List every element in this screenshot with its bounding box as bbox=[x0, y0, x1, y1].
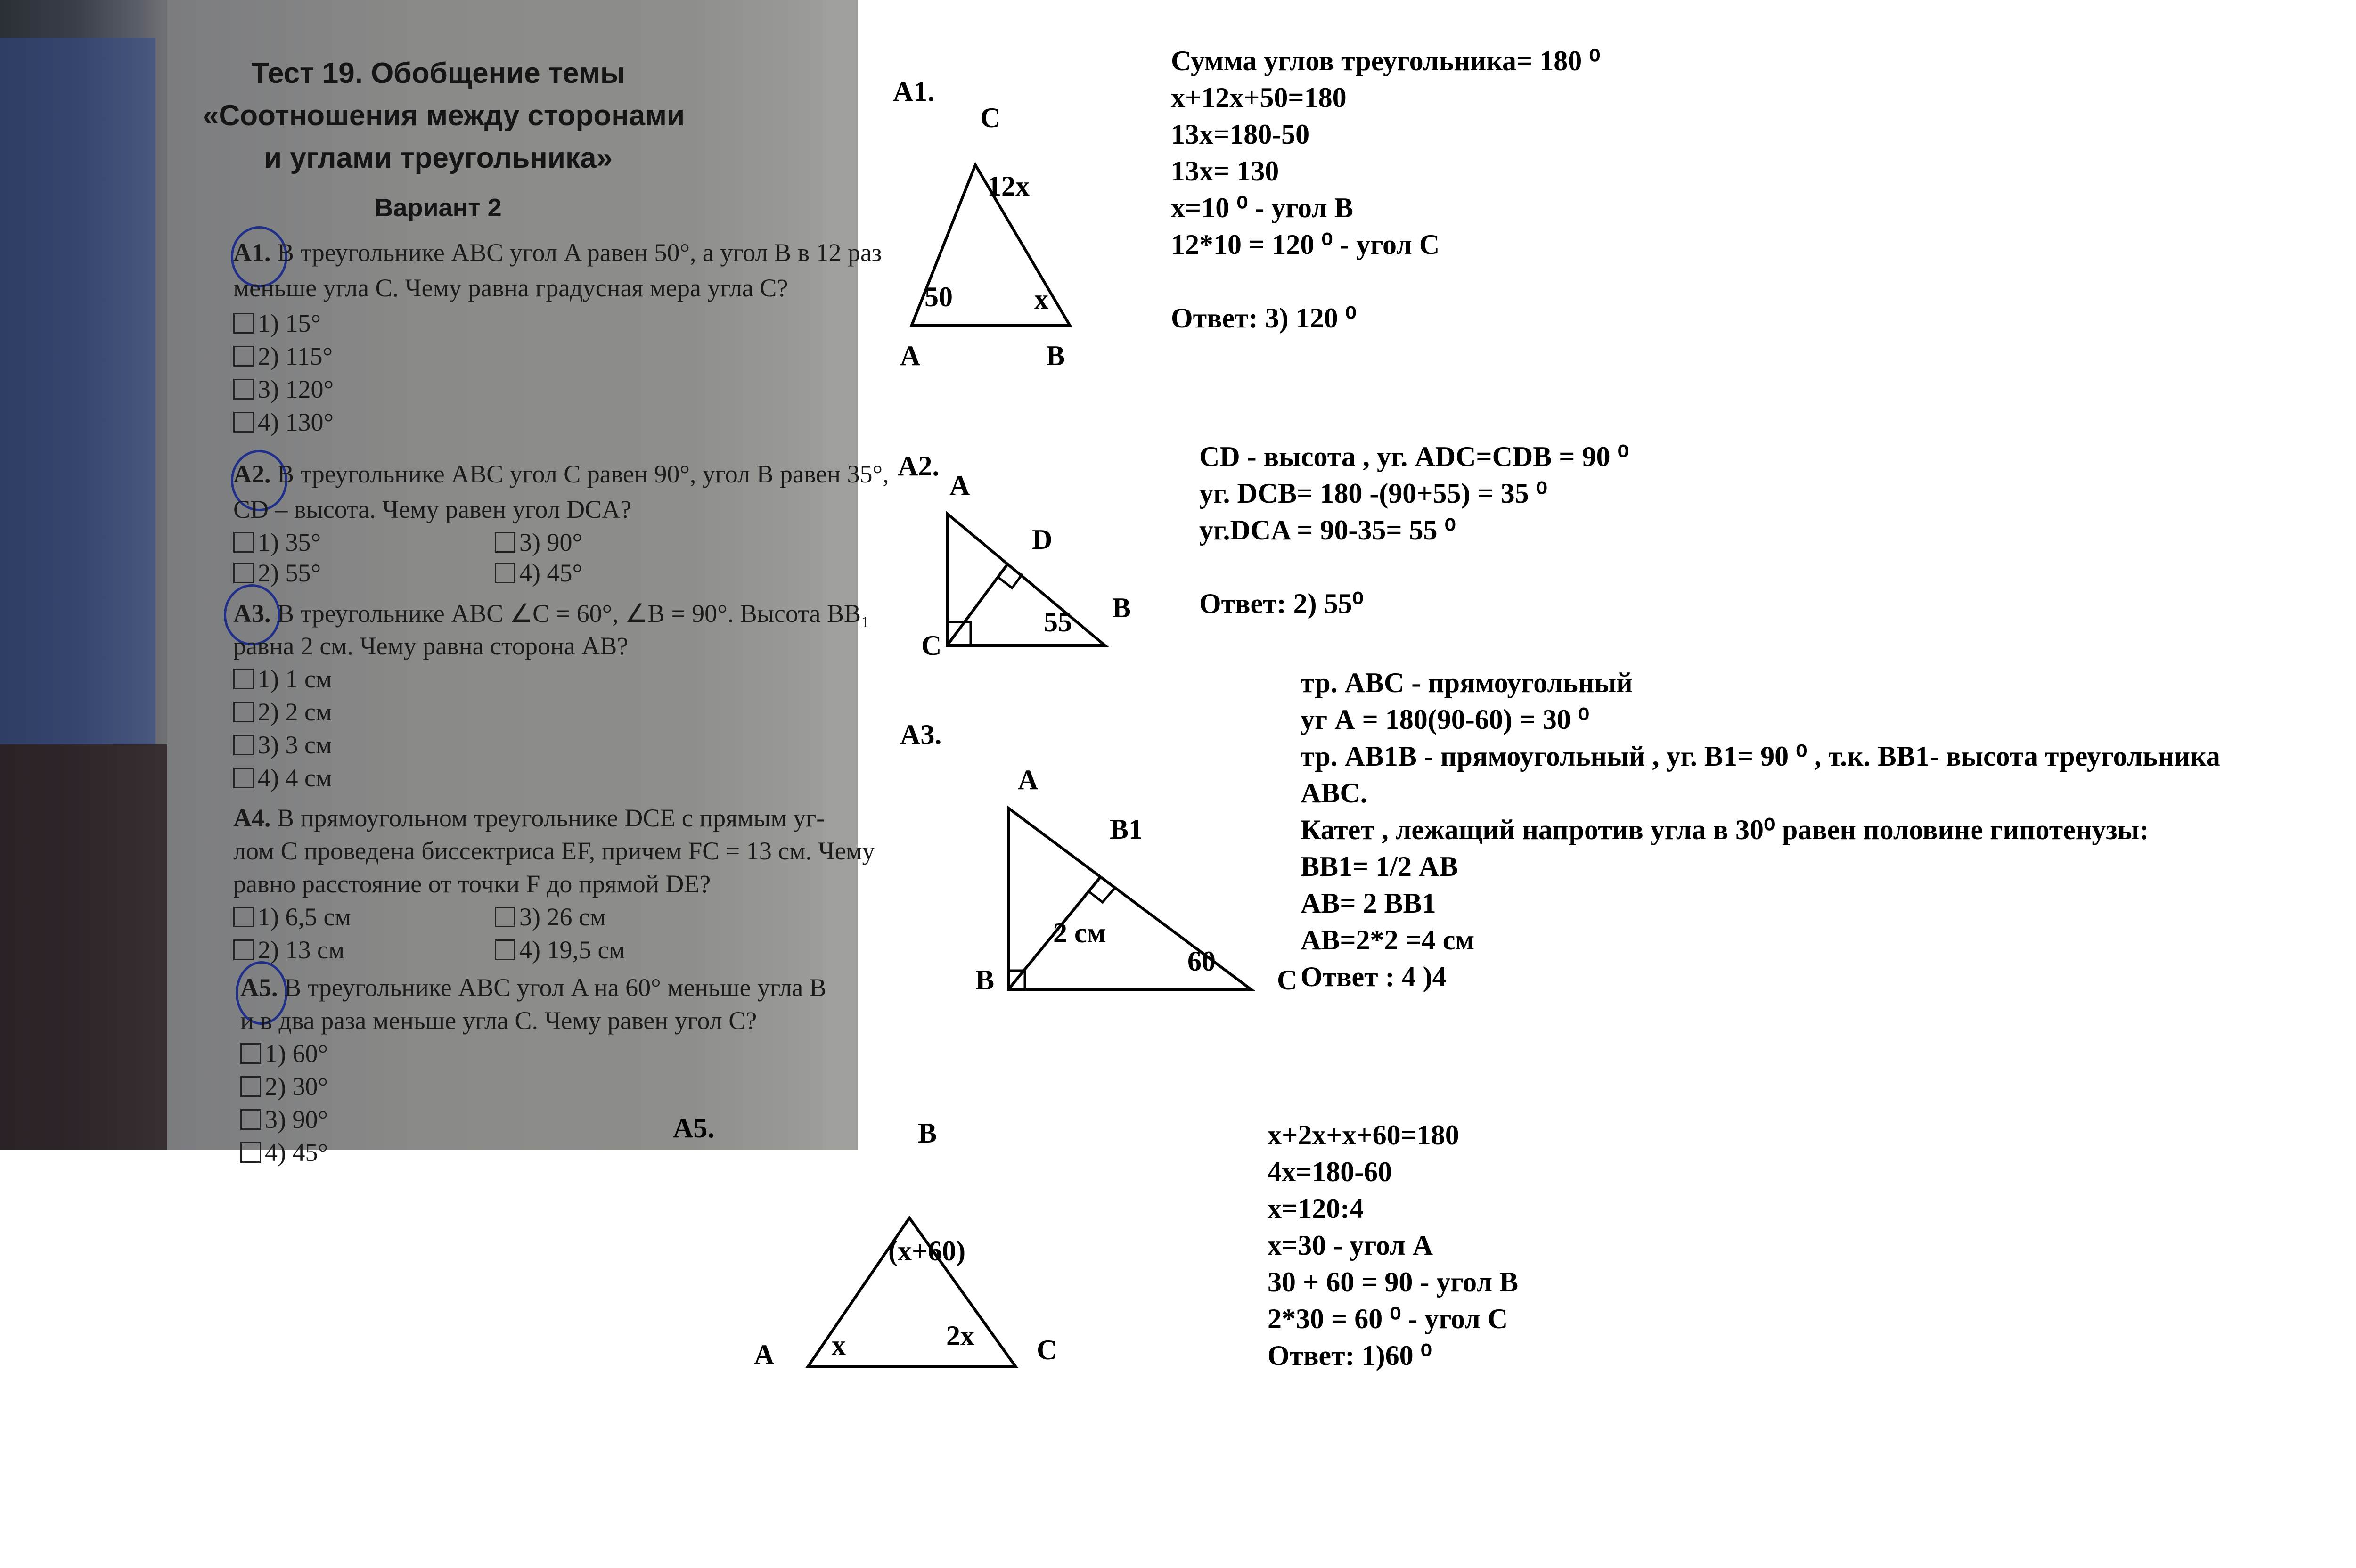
a2-angle-b-label: 55 bbox=[1044, 606, 1072, 637]
a5-angle-c-label: 2x bbox=[946, 1320, 974, 1351]
a5-answer: Ответ: 1)60 ⁰ bbox=[1268, 1340, 1432, 1371]
a5-line-1: x+2x+x+60=180 bbox=[1268, 1119, 1459, 1151]
test-title-line-1: Тест 19. Обобщение темы bbox=[251, 57, 625, 90]
a5-line-3: x=120:4 bbox=[1268, 1193, 1364, 1224]
a2-triangle-diagram bbox=[914, 466, 1150, 674]
a4-question: А4. В прямоугольном треугольнике DCE с прямым уг- bbox=[233, 804, 825, 832]
a5-option-2[interactable]: 2) 30° bbox=[240, 1072, 328, 1101]
a3-question-line-2: равна 2 см. Чему равна сторона AB? bbox=[233, 632, 629, 660]
a3-triangle-diagram bbox=[966, 754, 1315, 999]
a3-line-8: АВ=2*2 =4 см bbox=[1301, 924, 1475, 956]
a1-vertex-a: A bbox=[900, 340, 921, 371]
photo-background-shadow bbox=[0, 744, 170, 1150]
a1-option-4[interactable]: 4) 130° bbox=[233, 408, 334, 437]
a4-option-4[interactable]: 4) 19,5 см bbox=[495, 935, 625, 964]
a2-solution-text bbox=[1199, 438, 1629, 622]
a2-option-4[interactable]: 4) 45° bbox=[495, 558, 582, 588]
a3-line-4: АВС. bbox=[1301, 777, 1367, 808]
a5-option-3[interactable]: 3) 90° bbox=[240, 1105, 328, 1134]
test-title-line-2: «Соотношения между сторонами bbox=[203, 99, 685, 132]
a1-angle-b-label: x bbox=[1034, 284, 1048, 315]
a1-question-line-2: меньше угла C. Чему равна градусная мера угла C? bbox=[233, 274, 788, 302]
a3-solution-text bbox=[1301, 664, 2220, 995]
a1-line-5: х=10 ⁰ - угол В bbox=[1171, 192, 1353, 223]
a3-line-3: тр. АВ1В - прямоугольный , уг. В1= 90 ⁰ , т.к. ВВ1- высота треугольника bbox=[1301, 741, 2220, 772]
a5-vertex-a: A bbox=[754, 1339, 775, 1370]
a2-altitude-cd bbox=[947, 563, 1008, 645]
a3-option-3[interactable]: 3) 3 см bbox=[233, 730, 332, 760]
a1-angle-c-label: 12x bbox=[987, 171, 1030, 202]
a3-side-label: 2 см bbox=[1053, 917, 1106, 948]
a5-option-4[interactable]: 4) 45° bbox=[240, 1138, 328, 1167]
a4-option-2[interactable]: 2) 13 см bbox=[233, 935, 344, 964]
a5-line-6: 2*30 = 60 ⁰ - угол С bbox=[1268, 1303, 1508, 1334]
a3-vertex-b: B bbox=[975, 964, 995, 996]
variant-title: Вариант 2 bbox=[375, 194, 502, 222]
a1-option-3[interactable]: 3) 120° bbox=[233, 375, 334, 404]
a3-question: А3. В треугольнике ABC ∠C = 60°, ∠B = 90°. Высота BB₁ bbox=[233, 599, 870, 628]
a4-option-1[interactable]: 1) 6,5 см bbox=[233, 902, 351, 931]
a5-triangle-diagram bbox=[744, 1112, 1074, 1376]
a2-option-3[interactable]: 3) 90° bbox=[495, 528, 582, 557]
a1-line-1: Сумма углов треугольника= 180 ⁰ bbox=[1171, 45, 1601, 76]
a3-line-5: Катет , лежащий напротив угла в 30⁰ равен половине гипотенузы: bbox=[1301, 814, 2149, 845]
a5-question-line-2: и в два раза меньше угла C. Чему равен угол C? bbox=[240, 1006, 757, 1035]
a4-question-line-3: равно расстояние от точки F до прямой DE? bbox=[233, 870, 711, 898]
a3-option-2[interactable]: 2) 2 см bbox=[233, 697, 332, 727]
a2-question-line-2: CD – высота. Чему равен угол DCA? bbox=[233, 495, 632, 523]
a2-vertex-c: C bbox=[921, 630, 942, 661]
a2-solution-label: А2. bbox=[898, 450, 940, 482]
a2-line-4 bbox=[1199, 548, 1629, 585]
a1-vertex-c: C bbox=[980, 102, 1001, 133]
a3-option-4[interactable]: 4) 4 см bbox=[233, 763, 332, 792]
a5-angle-a-label: x bbox=[832, 1330, 846, 1361]
a2-vertex-b: B bbox=[1112, 592, 1131, 623]
a4-question-line-2: лом C проведена биссектриса EF, причем FC = 13 см. Чему bbox=[233, 837, 875, 865]
a1-line-4: 13х= 130 bbox=[1171, 155, 1279, 187]
textbook-photo bbox=[0, 0, 889, 1167]
a1-line-7 bbox=[1171, 263, 1600, 300]
a5-option-1[interactable]: 1) 60° bbox=[240, 1039, 328, 1068]
a3-line-6: ВВ1= 1/2 АВ bbox=[1301, 851, 1458, 882]
a5-solution-text bbox=[1268, 1117, 1518, 1374]
a2-line-2: уг. DCB= 180 -(90+55) = 35 ⁰ bbox=[1199, 478, 1547, 509]
a1-line-2: х+12х+50=180 bbox=[1171, 82, 1347, 113]
a5-line-5: 30 + 60 = 90 - угол В bbox=[1268, 1266, 1519, 1298]
a1-solution-label: А1. bbox=[893, 76, 935, 107]
a2-vertex-a: A bbox=[949, 470, 970, 501]
a3-option-1[interactable]: 1) 1 см bbox=[233, 664, 332, 694]
a3-line-1: тр. АВС - прямоугольный bbox=[1301, 667, 1633, 698]
a2-right-angle-d bbox=[998, 574, 1023, 588]
a1-answer: Ответ: 3) 120 ⁰ bbox=[1171, 302, 1357, 334]
a5-line-4: x=30 - угол А bbox=[1268, 1230, 1433, 1261]
a5-angle-b-label: (x+60) bbox=[888, 1235, 966, 1266]
a3-line-7: АВ= 2 ВВ1 bbox=[1301, 888, 1436, 919]
textbook-next-page-edge bbox=[822, 0, 858, 1150]
a5-vertex-b: B bbox=[918, 1118, 937, 1149]
a2-question: А2. В треугольнике ABC угол C равен 90°, угол B равен 35°, bbox=[233, 460, 889, 488]
a5-solution-label: А5. bbox=[673, 1112, 715, 1143]
a4-option-3[interactable]: 3) 26 см bbox=[495, 902, 606, 931]
a2-answer: Ответ: 2) 55⁰ bbox=[1199, 588, 1364, 619]
a5-vertex-c: C bbox=[1037, 1334, 1057, 1365]
a2-line-3: уг.DCA = 90-35= 55 ⁰ bbox=[1199, 514, 1456, 546]
a3-line-2: уг А = 180(90-60) = 30 ⁰ bbox=[1301, 704, 1589, 735]
a3-solution-label: А3. bbox=[900, 719, 942, 750]
a5-question: А5. В треугольнике ABC угол A на 60° меньше угла B bbox=[240, 973, 826, 1002]
a3-answer: Ответ : 4 )4 bbox=[1301, 961, 1447, 992]
a2-option-1[interactable]: 1) 35° bbox=[233, 528, 321, 557]
a2-option-2[interactable]: 2) 55° bbox=[233, 558, 321, 588]
a3-vertex-a: A bbox=[1018, 764, 1039, 795]
a1-question: А1. В треугольнике ABC угол A равен 50°, а угол B в 12 раз bbox=[233, 238, 882, 267]
a1-solution-text bbox=[1171, 42, 1600, 336]
a1-triangle-diagram bbox=[895, 94, 1103, 386]
a2-line-1: CD - высота , уг. ADC=CDB = 90 ⁰ bbox=[1199, 441, 1629, 472]
a3-vertex-c: C bbox=[1277, 964, 1298, 996]
a2-vertex-d: D bbox=[1032, 524, 1053, 555]
a1-angle-a-label: 50 bbox=[924, 281, 953, 312]
a3-vertex-b1: B1 bbox=[1110, 814, 1143, 845]
a1-vertex-b: B bbox=[1046, 340, 1065, 371]
a1-option-2[interactable]: 2) 115° bbox=[233, 342, 333, 371]
a1-line-3: 13х=180-50 bbox=[1171, 119, 1310, 150]
a1-option-1[interactable]: 1) 15° bbox=[233, 309, 321, 338]
a5-line-2: 4x=180-60 bbox=[1268, 1156, 1392, 1187]
a1-line-6: 12*10 = 120 ⁰ - угол С bbox=[1171, 229, 1440, 260]
photo-background-fabric bbox=[0, 38, 155, 744]
test-title-line-3: и углами треугольника» bbox=[264, 142, 613, 174]
a3-angle-c-label: 60 bbox=[1187, 946, 1216, 977]
